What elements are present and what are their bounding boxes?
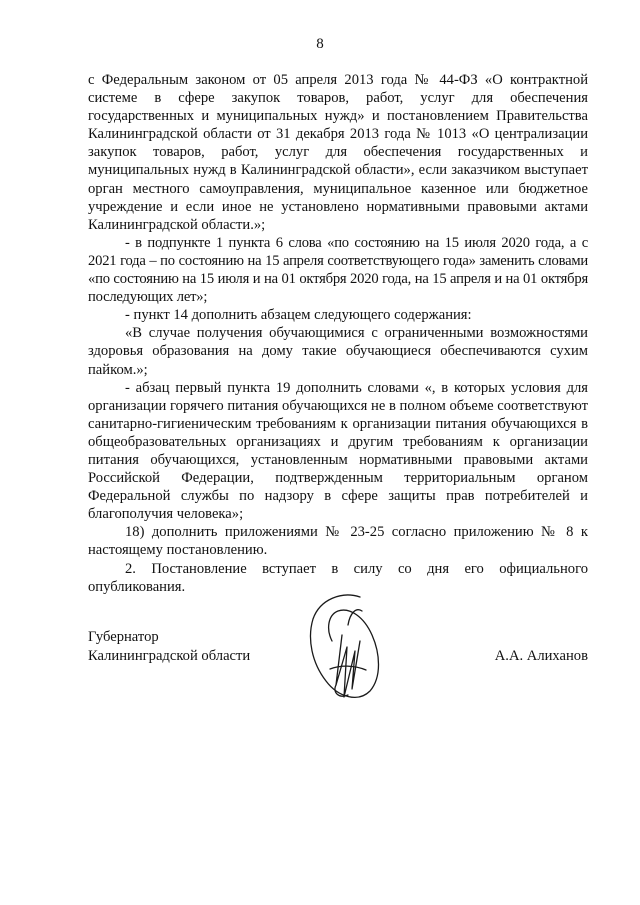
signer-title: Губернатор [88, 629, 159, 645]
paragraph-appendices: 18) дополнить приложениями № 23-25 согласно приложению № 8 к настоящему постановлению. [88, 524, 588, 559]
paragraph-item-19: - абзац первый пункта 19 дополнить словами «, в которых условия для организации горячего питания обучающихся не в полном объеме соответствуют санитарно-гигиеническим требованиям к организации питания обучающихся в общеобразовательных организациях и другим требованиям к организации питания обучающихся, установленным нормативными правовыми актами Российской Федерации, подтвержденным территориальным органом Федеральной службы по надзору в сфере защиты прав потребителей и благополучия человека»; [88, 379, 588, 523]
handwritten-signature [300, 585, 390, 710]
paragraph-item-14: - пункт 14 дополнить абзацем следующего содержания: [125, 307, 472, 324]
paragraph-dry-rations: «В случае получения обучающимися с ограниченными возможностями здоровья образования на дому такие обучающиеся обеспечиваются сухим пайком.»; [88, 325, 588, 378]
paragraph-procurement-clause: с Федеральным законом от 05 апреля 2013 года № 44-ФЗ «О контрактной системе в сфере закупок товаров, работ, услуг для обеспечения государственных и муниципальных нужд» и постановлением Правительства Калининградской области от 31 декабря 2013 года № 1013 «О централизации закупок товаров, работ, услуг для обеспечения государственных и муниципальных нужд в Калининградской области», если заказчиком выступает орган местного самоуправления, муниципальное казенное или бюджетное учреждение и если иное не установлено нормативными правовыми актами Калининградской области.»; [88, 72, 588, 233]
page-number: 8 [316, 36, 324, 52]
paragraph-subitem-6: - в подпункте 1 пункта 6 слова «по состоянию на 15 июля 2020 года, а с 2021 года – по состоянию на 15 апреля соответствующего года» заменить словами «по состоянию на 15 июля и на 01 октября 2020 года, на 15 апреля и на 01 октября последующих лет»; [88, 234, 588, 306]
paragraph-effective-date: 2. Постановление вступает в силу со дня его официального опубликования. [88, 560, 588, 595]
document-body [88, 71, 588, 596]
signer-region: Калининградской области [88, 647, 251, 664]
signer-name: А.А. Алиханов [494, 647, 588, 664]
